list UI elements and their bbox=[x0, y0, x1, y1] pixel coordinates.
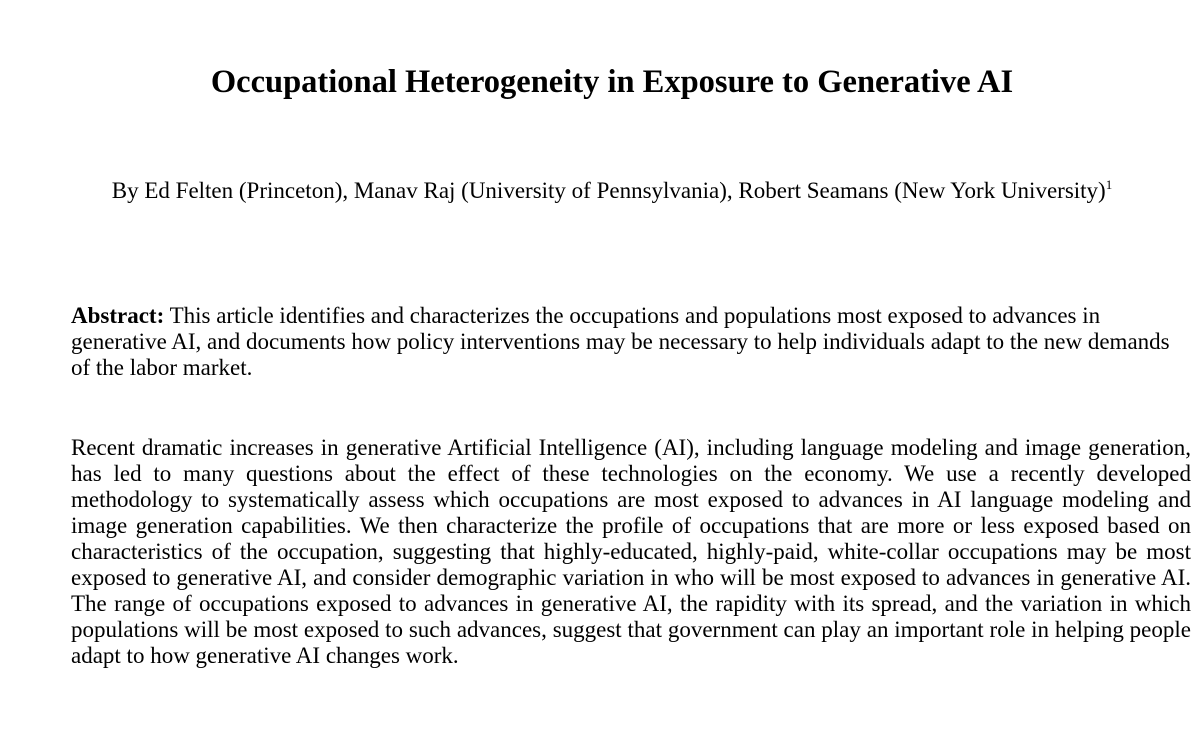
abstract-paragraph bbox=[71, 303, 1191, 381]
author-list: By Ed Felten (Princeton), Manav Raj (University of Pennsylvania), Robert Seamans (New York University) bbox=[111, 178, 1106, 203]
paper-title: Occupational Heterogeneity in Exposure to Generative AI bbox=[210, 64, 1014, 100]
author-byline bbox=[84, 169, 1140, 212]
footnote-marker: 1 bbox=[1105, 177, 1113, 192]
abstract-text: This article identifies and characterizes the occupations and populations most exposed to advances in generative AI, and documents how policy interventions may be necessary to help individuals adapt to the new demands of the labor market. bbox=[71, 303, 1170, 380]
body-paragraph: Recent dramatic increases in generative Artificial Intelligence (AI), including language modeling and image generation, has led to many questions about the effect of these technologies on the economy. We use a recently developed methodology to systematically assess which occupations are most exposed to advances in AI language modeling and image generation capabilities. We then characterize the profile of occupations that are more or less exposed based on characteristics of the occupation, suggesting that highly-educated, highly-paid, white-collar occupations may be most exposed to generative AI, and consider demographic variation in who will be most exposed to advances in generative AI. The range of occupations exposed to advances in generative AI, the rapidity with its spread, and the variation in which populations will be most exposed to such advances, suggest that government can play an important role in helping people adapt to how generative AI changes work. bbox=[71, 435, 1191, 668]
abstract-label: Abstract: bbox=[71, 303, 165, 328]
